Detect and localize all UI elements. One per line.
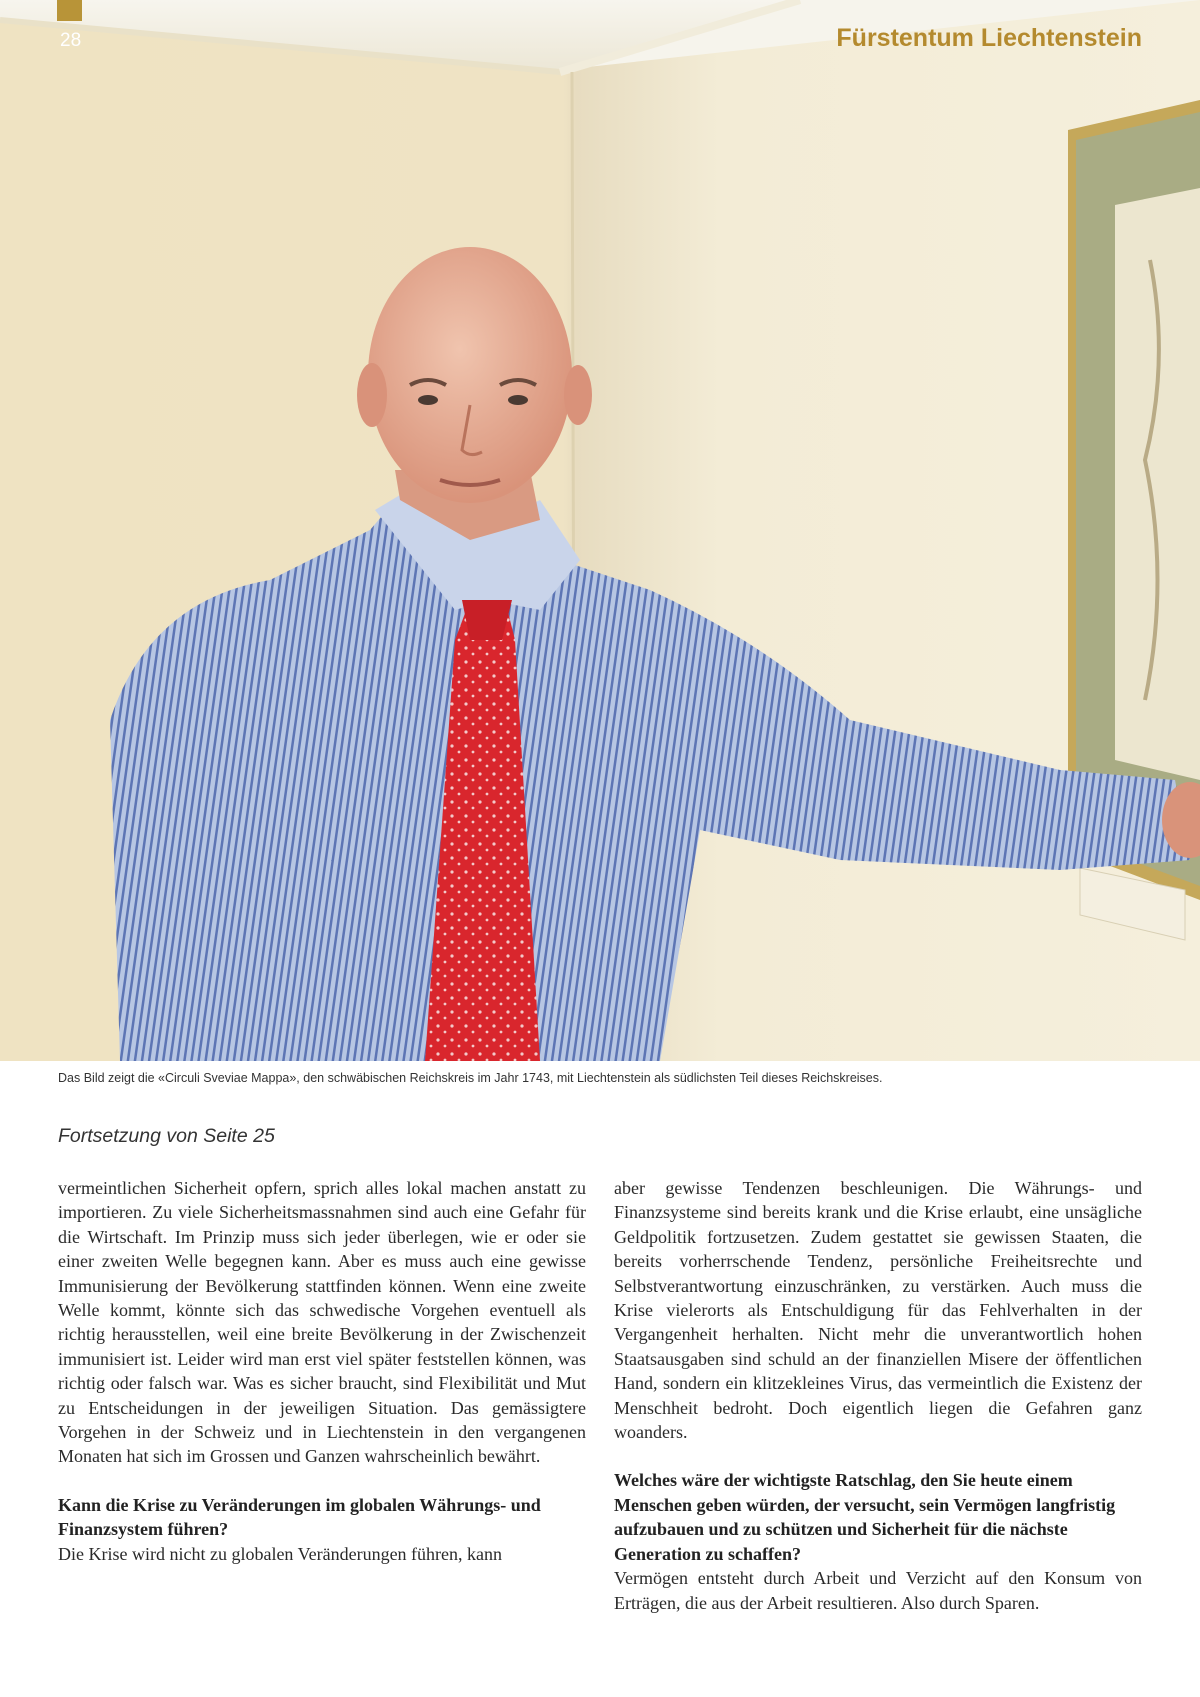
- gold-tab-marker: [57, 0, 82, 21]
- article-column-right: [614, 1176, 1142, 1639]
- photo-caption: Das Bild zeigt die «Circuli Sveviae Mappa», den schwäbischen Reichskreis im Jahr 1743, mit Liechtenstein als südlichsten Teil dieses Reichskreises.: [58, 1071, 883, 1085]
- page-number: 28: [60, 30, 82, 51]
- paragraph: vermeintlichen Sicherheit opfern, sprich alles lokal machen anstatt zu importieren. Zu viele Sicherheitsmassnahmen sind auch eine Gefahr für die Wirtschaft. Im Prinzip muss sich jeder überlegen, wie er oder sie einer zweiten Welle begegnen kann. Aber es muss auch eine gewisse Immunisierung der Bevölkerung stattfinden können. Wenn eine zweite Welle kommt, könnte sich das schwedische Vorgehen eventuell als richtig herausstellen, weil eine breite Bevölkerung in der Zwischenzeit immunisiert ist. Leider wird man erst viel später feststellen können, was richtig oder falsch war. Was es sicher braucht, sind Flexibilität und Mut zu Entscheidungen in der jeweiligen Situation. Das gemässigtere Vorgehen in der Schweiz und in Liechtenstein in den vergangenen Monaten hat sich im Grossen und Ganzen wahrscheinlich bewährt.: [58, 1178, 586, 1467]
- paragraph: Die Krise wird nicht zu globalen Veränderungen führen, kann: [58, 1543, 503, 1564]
- paragraph: aber gewisse Tendenzen beschleunigen. Die Währungs- und Finanzsysteme sind bereits krank und die Krise erlaubt, eine unsägliche Geldpolitik fortzusetzen. Zudem gestattet sie gewissen Staaten, die bereits vorherrschende Tendenz, persönliche Freiheitsrechte und Selbstverantwortung einzuschränken, zu verstärken. Auch muss die Krise vielerorts als Entschuldigung für das Fehlverhalten in der Vergangenheit herhalten. Nicht mehr die unverantwortlich hohen Staatsausgaben sind schuld an der finanziellen Misere der öffentlichen Hand, sondern ein klitzekleines Virus, das vermeintlich die Existenz der Menschheit bedroht. Doch eigentlich liegen die Gefahren ganz woanders.: [614, 1178, 1142, 1443]
- running-head: Fürstentum Liechtenstein: [836, 24, 1142, 52]
- interview-question: Kann die Krise zu Veränderungen im globalen Währungs- und Finanzsystem führen?: [58, 1494, 541, 1540]
- article-column-left: [58, 1176, 586, 1590]
- continued-note: Fortsetzung von Seite 25: [58, 1125, 275, 1147]
- interview-question: Welches wäre der wichtigste Ratschlag, den Sie heute einem Menschen geben würden, der versucht, sein Vermögen langfristig aufzubauen und zu schützen und Sicherheit für die nächste Generation zu schaffen?: [614, 1470, 1116, 1564]
- paragraph: Vermögen entsteht durch Arbeit und Verzicht auf den Konsum von Erträgen, die aus der Arbeit resultieren. Also durch Sparen.: [614, 1568, 1142, 1613]
